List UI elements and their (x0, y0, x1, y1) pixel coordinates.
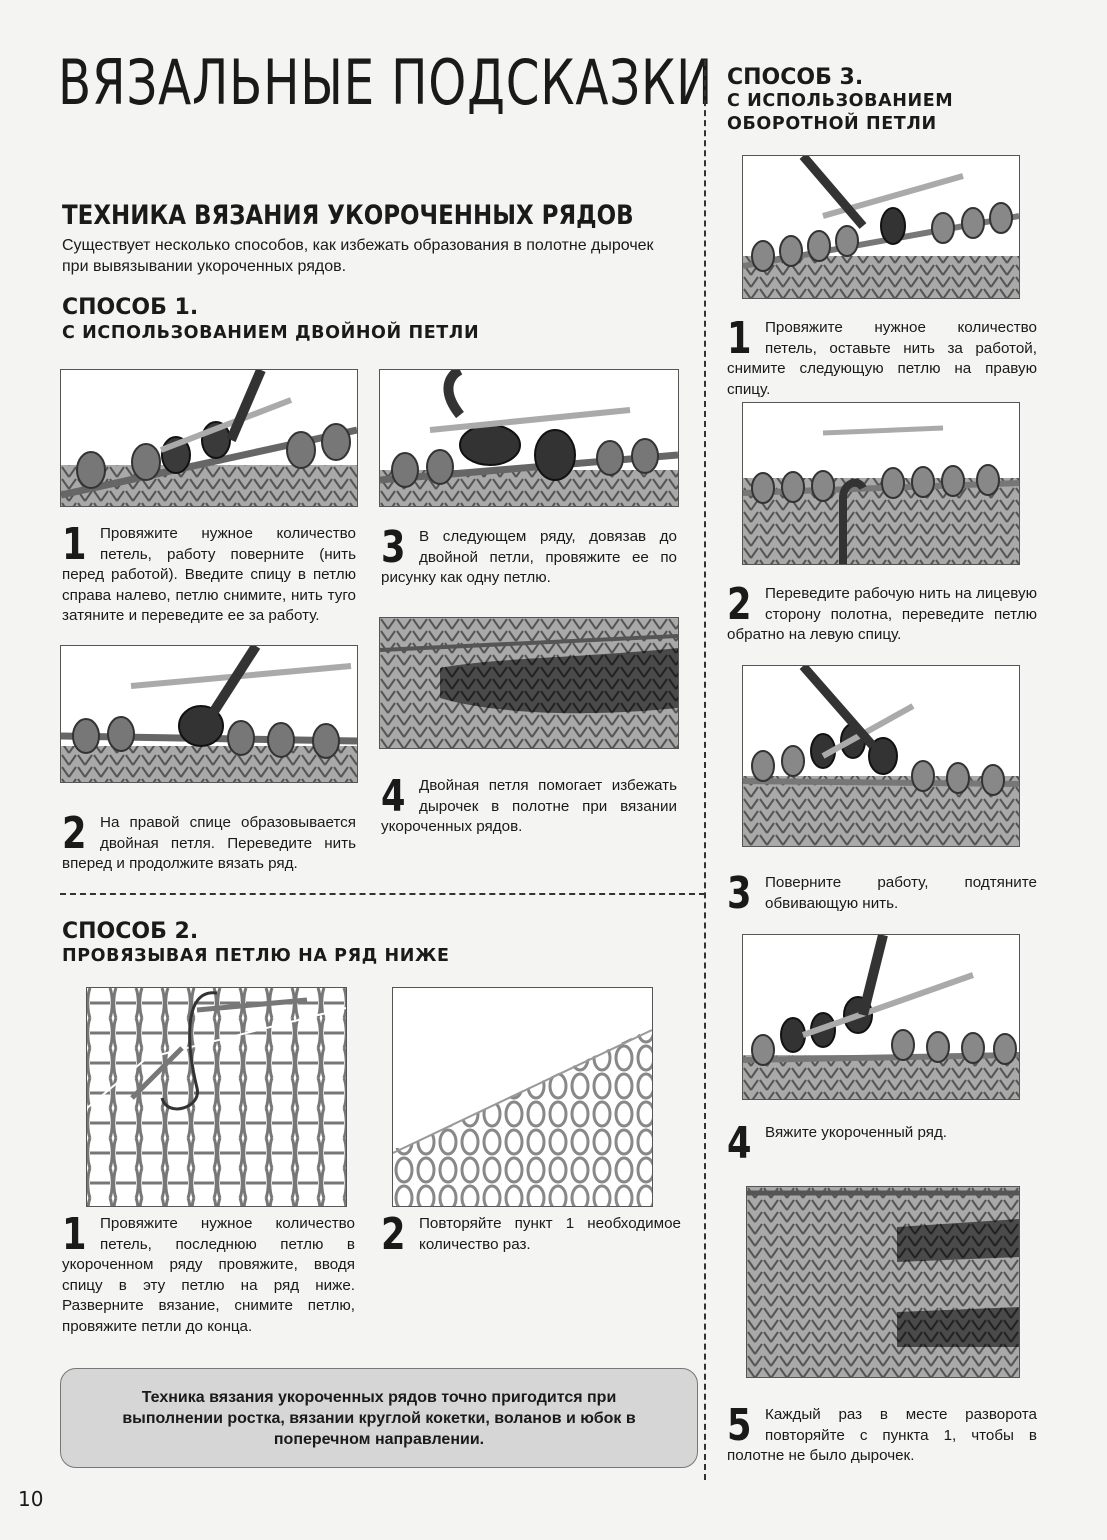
method3-step-3 (727, 868, 1037, 919)
step-number: 2 (727, 579, 752, 630)
step-number: 5 (727, 1400, 752, 1451)
method3-step5-illustration (746, 1186, 1020, 1378)
method1-title: СПОСОБ 1. (62, 295, 199, 320)
method1-step-3 (381, 522, 677, 589)
method3-step-5 (727, 1400, 1037, 1467)
section-intro: Существует несколько способов, как избежать образования в полотне дырочек при вывязывании укороченных рядов. (62, 237, 654, 275)
method1-step3-illustration (379, 369, 679, 507)
method2-step-2 (381, 1209, 681, 1260)
method3-step-2 (727, 579, 1037, 646)
step-text: В следующем ряду, довязав до двойной петли, провяжите ее по рисунку как одну петлю. (381, 528, 677, 586)
step-text: Провяжите нужное количество петель, оставьте нить за работой, снимите следующую петлю на правую спицу. (727, 319, 1037, 398)
step-text: На правой спице образовывается двойная петля. Переведите нить вперед и продолжите вязать ряд. (62, 814, 356, 872)
method3-subtitle-line1: С ИСПОЛЬЗОВАНИЕМ (727, 91, 954, 111)
method3-step2-illustration (742, 402, 1020, 565)
method3-step1-illustration (742, 155, 1020, 299)
step-number: 2 (381, 1209, 406, 1260)
method1-step2-illustration (60, 645, 358, 783)
method1-step1-illustration (60, 369, 358, 507)
step-number: 1 (62, 1209, 87, 1260)
page-title: ВЯЗАЛЬНЫЕ ПОДСКАЗКИ (58, 46, 714, 119)
column-divider (704, 60, 706, 1480)
section-heading: ТЕХНИКА ВЯЗАНИЯ УКОРОЧЕННЫХ РЯДОВ (62, 200, 634, 231)
method2-step1-illustration (86, 987, 347, 1207)
method3-step-4 (727, 1118, 1037, 1169)
step-number: 1 (727, 313, 752, 364)
method3-step4-illustration (742, 934, 1020, 1100)
method3-step3-illustration (742, 665, 1020, 847)
method2-step2-illustration (392, 987, 653, 1207)
method1-subtitle: С ИСПОЛЬЗОВАНИЕМ ДВОЙНОЙ ПЕТЛИ (62, 323, 480, 343)
step-text: Каждый раз в месте разворота повторяйте с пункта 1, чтобы в полотне не было дырочек. (727, 1406, 1037, 1464)
step-number: 3 (727, 868, 752, 919)
method3-subtitle-line2: ОБОРОТНОЙ ПЕТЛИ (727, 114, 937, 134)
step-text: Двойная петля помогает избежать дырочек в полотне при вязании укороченных рядов. (381, 777, 677, 835)
step-number: 4 (381, 771, 406, 822)
step-number: 1 (62, 519, 87, 570)
method2-title: СПОСОБ 2. (62, 919, 199, 944)
step-text: Повторяйте пункт 1 необходимое количество раз. (419, 1215, 681, 1253)
method3-step-1 (727, 313, 1037, 400)
step-text: Переведите рабочую нить на лицевую сторону полотна, переведите петлю обратно на левую спицу. (727, 585, 1037, 643)
step-text: Вяжите укороченный ряд. (765, 1124, 948, 1141)
method1-step-1 (62, 519, 356, 627)
step-number: 4 (727, 1118, 752, 1169)
page-number: 10 (18, 1487, 44, 1511)
step-number: 2 (62, 808, 87, 859)
horizontal-divider (60, 893, 705, 895)
method1-step4-illustration (379, 617, 679, 749)
method1-step-2 (62, 808, 356, 875)
method2-subtitle: ПРОВЯЗЫВАЯ ПЕТЛЮ НА РЯД НИЖЕ (62, 946, 450, 966)
step-text: Провяжите нужное количество петель, работу поверните (нить перед работой). Введите спицу в петлю справа налево, петлю снимите, нить туго затяните и переведите ее за работу. (62, 525, 356, 624)
method3-title: СПОСОБ 3. (727, 65, 864, 90)
method2-step-1 (62, 1209, 355, 1337)
step-text: Провяжите нужное количество петель, последнюю петлю в укороченном ряду провяжите, вводя спицу в эту петлю на ряд ниже. Разверните вязание, снимите петлю, провяжите петли до конца. (62, 1215, 355, 1335)
step-number: 3 (381, 522, 406, 573)
method1-step-4 (381, 771, 677, 838)
step-text: Поверните работу, подтяните обвивающую нить. (765, 874, 1037, 912)
tip-note: Техника вязания укороченных рядов точно пригодится при выполнении ростка, вязании круглой кокетки, воланов и юбок в поперечном направлении. (60, 1368, 698, 1468)
